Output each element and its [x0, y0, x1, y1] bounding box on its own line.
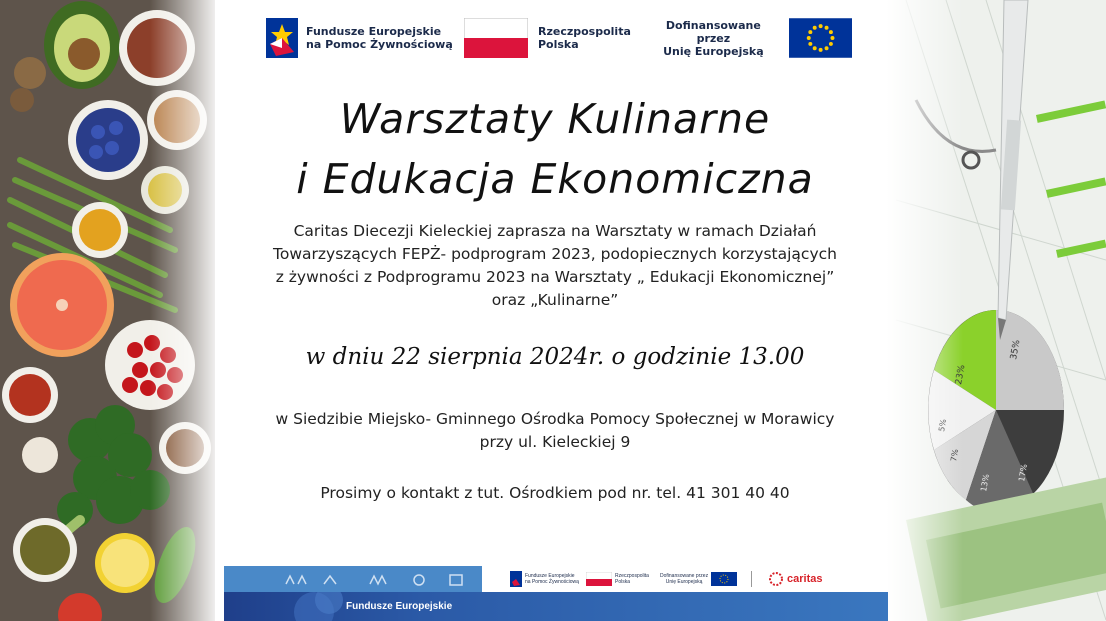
footer-logo-strip	[224, 566, 888, 592]
footer-bar-label: Fundusze Europejskie	[346, 601, 453, 612]
location-line-2: przy ul. Kieleckiej 9	[479, 433, 631, 451]
logo-rp-line2: Polska	[538, 38, 579, 51]
pictogram-icons	[224, 566, 482, 592]
footer-rp-line2: Polska	[615, 579, 631, 585]
polish-flag-icon	[464, 18, 528, 58]
footer-rp-line1: Rzeczpospolita	[615, 573, 649, 579]
left-photo-fade	[150, 0, 215, 621]
contact-info: Prosimy o kontakt z tut. Ośrodkiem pod nr. tel. 41 301 40 40	[320, 484, 790, 502]
mountains-icon	[370, 576, 386, 584]
garlic-icon	[22, 437, 58, 473]
logo-ue-line2: Unię Europejską	[663, 44, 764, 58]
finance-photo	[886, 0, 1106, 621]
logo-rzeczpospolita	[464, 14, 631, 62]
event-date: w dniu 22 sierpnia 2024r. o godzinie 13.00	[305, 344, 805, 370]
finance-illustration	[886, 0, 1106, 621]
footer-fe-line1: Fundusze Europejskie	[525, 573, 575, 579]
caritas-label: caritas	[787, 573, 823, 585]
logo-ue-line1: Dofinansowane przez	[665, 18, 761, 45]
title-line-2: i Edukacja Ekonomiczna	[296, 155, 814, 203]
location-line-1: w Siedzibie Miejsko- Gminnego Ośrodka Pomocy Społecznej w Morawicy	[275, 410, 835, 428]
tent-icon	[324, 576, 336, 584]
footer-banner	[224, 566, 888, 621]
footer-polish-flag-icon	[586, 572, 612, 586]
intro-line-3: z żywności z Podprogramu 2023 na Warsztaty „ Edukacji Ekonomicznej”	[275, 268, 835, 286]
people-icon	[286, 576, 306, 584]
footer-logo-caritas	[769, 572, 822, 586]
intro-paragraph	[240, 220, 870, 312]
title-line-1: Warsztaty Kulinarne	[339, 95, 771, 143]
caritas-flame-icon	[769, 572, 783, 586]
footer-logo-ue	[660, 572, 737, 586]
eu-flag-icon	[789, 18, 852, 58]
footer-pictograms	[224, 566, 482, 592]
footer-fe-line2: na Pomoc Żywnościową	[525, 579, 579, 585]
logo-unia-europejska	[648, 14, 852, 62]
footer-ue-line2: Unię Europejską	[665, 579, 703, 585]
footer-ue-line1: Dofinansowane przez	[660, 573, 709, 579]
footer-logo-rp	[586, 572, 649, 586]
intro-line-2: Towarzyszących FEPŻ- podprogram 2023, podopiecznych korzystających	[273, 245, 837, 263]
logo-fe-line1: Fundusze Europejskie	[306, 25, 442, 38]
intro-line-4: oraz „Kulinarne”	[491, 291, 619, 309]
logo-fe-line2: na Pomoc Żywnościową	[306, 38, 453, 51]
building-icon	[450, 575, 462, 585]
footer-logo-fe	[510, 571, 579, 587]
footer-blue-bar	[224, 592, 888, 621]
event-location	[240, 408, 870, 454]
heart-hands-icon	[414, 575, 424, 585]
intro-line-1: Caritas Diecezji Kieleckiej zaprasza na Warsztaty w ramach Działań	[293, 222, 817, 240]
header-logos	[262, 14, 852, 64]
footer-eu-flag-icon	[711, 572, 737, 586]
footer-fe-logo-icon	[510, 571, 522, 587]
logo-fundusze-europejskie	[266, 14, 453, 62]
footer-divider	[751, 571, 752, 587]
logo-rp-line1: Rzeczpospolita	[538, 25, 631, 38]
food-photo	[0, 0, 215, 621]
fe-star-logo-icon	[266, 18, 298, 58]
